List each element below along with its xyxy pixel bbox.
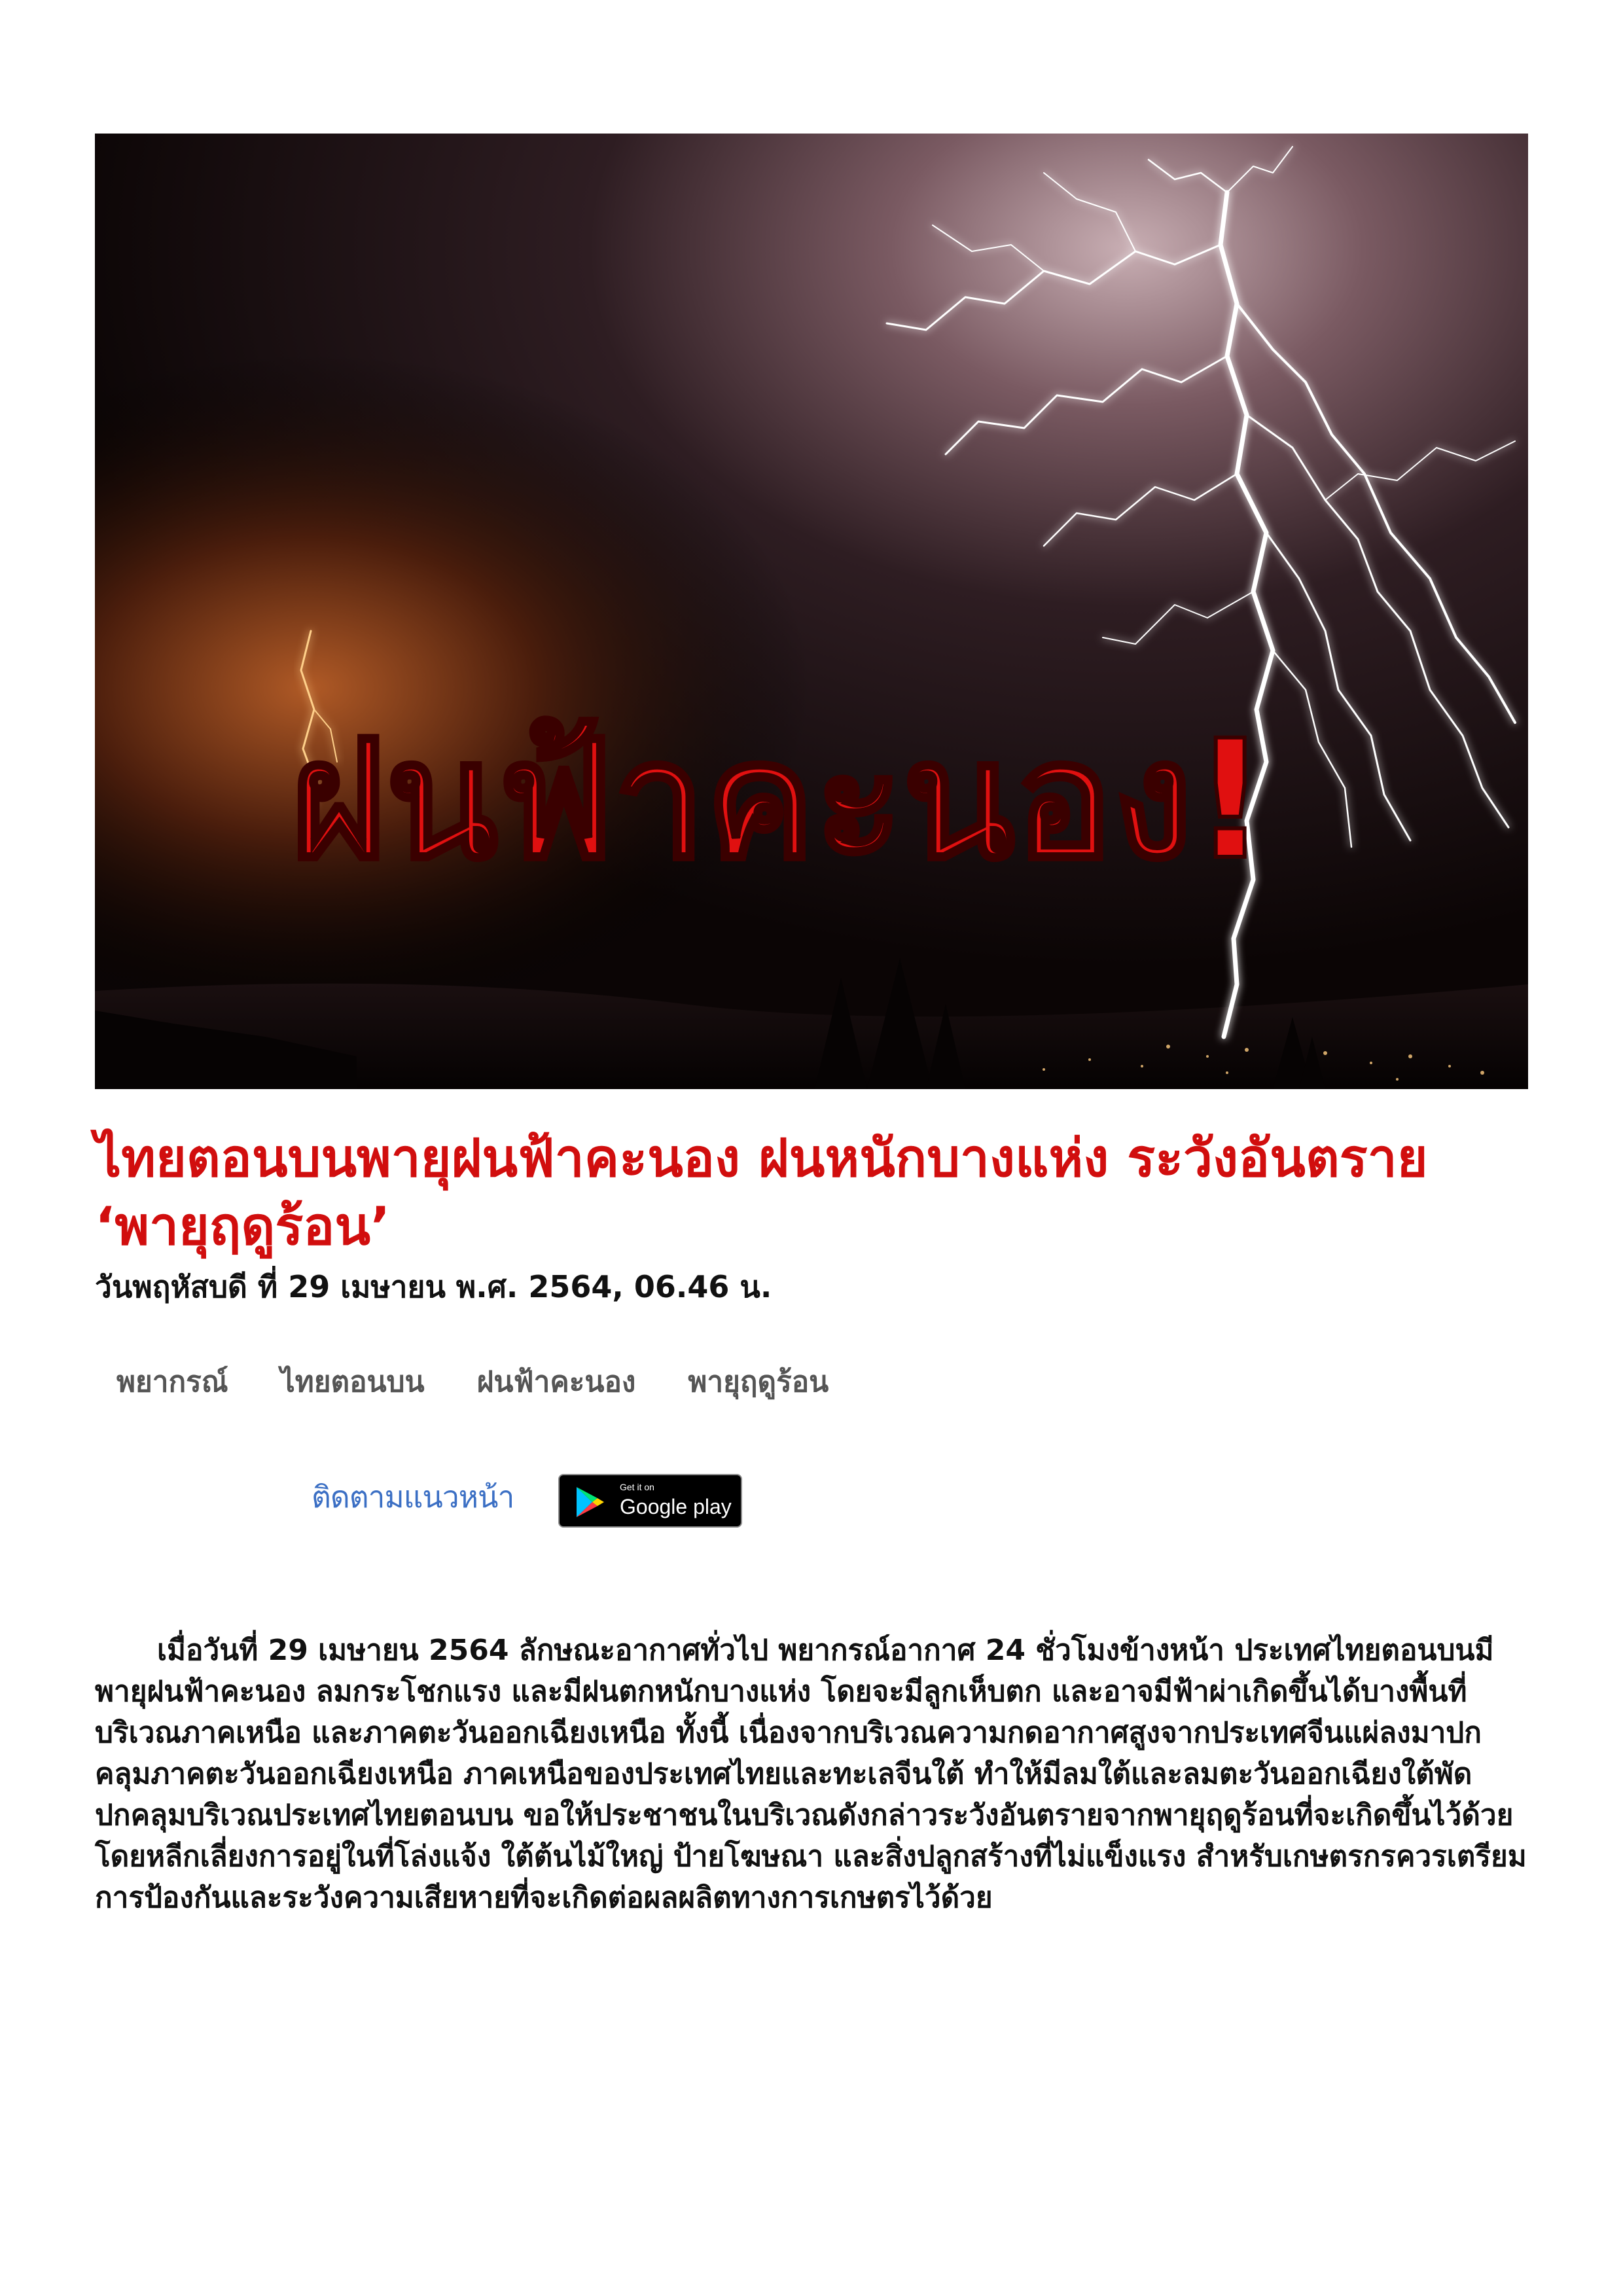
tag-link[interactable]: พยากรณ์ bbox=[116, 1365, 228, 1399]
tag-list bbox=[116, 1363, 829, 1402]
badge-small-text: Get it on bbox=[620, 1482, 654, 1492]
tag-link[interactable]: พายุฤดูร้อน bbox=[688, 1365, 829, 1399]
tag-link[interactable]: ฝนฟ้าคะนอง bbox=[476, 1365, 636, 1399]
tag-link[interactable]: ไทยตอนบน bbox=[280, 1365, 425, 1399]
article-headline: ไทยตอนบนพายุฝนฟ้าคะนอง ฝนหนักบางแห่ง ระวังอันตราย ‘พายุฤดูร้อน’ bbox=[95, 1128, 1428, 1257]
follow-naewna-link[interactable]: ติดตามแนวหน้า bbox=[312, 1479, 514, 1515]
hero-overlay-text: ฝนฟ้าคะนอง! bbox=[290, 705, 1268, 895]
google-play-icon bbox=[574, 1486, 605, 1518]
article-dateline: วันพฤหัสบดี ที่ 29 เมษายน พ.ศ. 2564, 06.46 น. bbox=[95, 1269, 772, 1304]
article-body: เมื่อวันที่ 29 เมษายน 2564 ลักษณะอากาศทั่วไป พยากรณ์อากาศ 24 ชั่วโมงข้างหน้า ประเทศไทยตอนบนมีพายุฝนฟ้าคะนอง ลมกระโชกแรง และมีฝนตกหนักบางแห่ง โดยจะมีลูกเห็บตก และอาจมีฟ้าผ่าเกิดขึ้นได้บางพื้นที่ บริเวณภาคเหนือ และภาคตะวันออกเฉียงเหนือ ทั้งนี้ เนื่องจากบริเวณความกดอากาศสูงจากประเทศจีนแผ่ลงมาปกคลุมภาคตะวันออกเฉียงเหนือ ภาคเหนือของประเทศไทยและทะเลจีนใต้ ทำให้มีลมใต้และลมตะวันออกเฉียงใต้พัดปกคลุมบริเวณประเทศไทยตอนบน ขอให้ประชาชนในบริเวณดังกล่าวระวังอันตรายจากพายุฤดูร้อนที่จะเกิดขึ้นไว้ด้วย โดยหลีกเลี่ยงการอยู่ในที่โล่งแจ้ง ใต้ต้นไม้ใหญ่ ป้ายโฆษณา และสิ่งปลูกสร้างที่ไม่แข็งแรง สำหรับเกษตรกรควรเตรียมการป้องกันและระวังความเสียหายที่จะเกิดต่อผลผลิตทางการเกษตรไว้ด้วย bbox=[95, 1634, 1527, 1914]
hero-image bbox=[95, 134, 1528, 1089]
badge-store-name: Google play bbox=[620, 1495, 732, 1518]
thunderstorm-illustration bbox=[95, 134, 1528, 1089]
google-play-badge[interactable] bbox=[558, 1474, 742, 1528]
